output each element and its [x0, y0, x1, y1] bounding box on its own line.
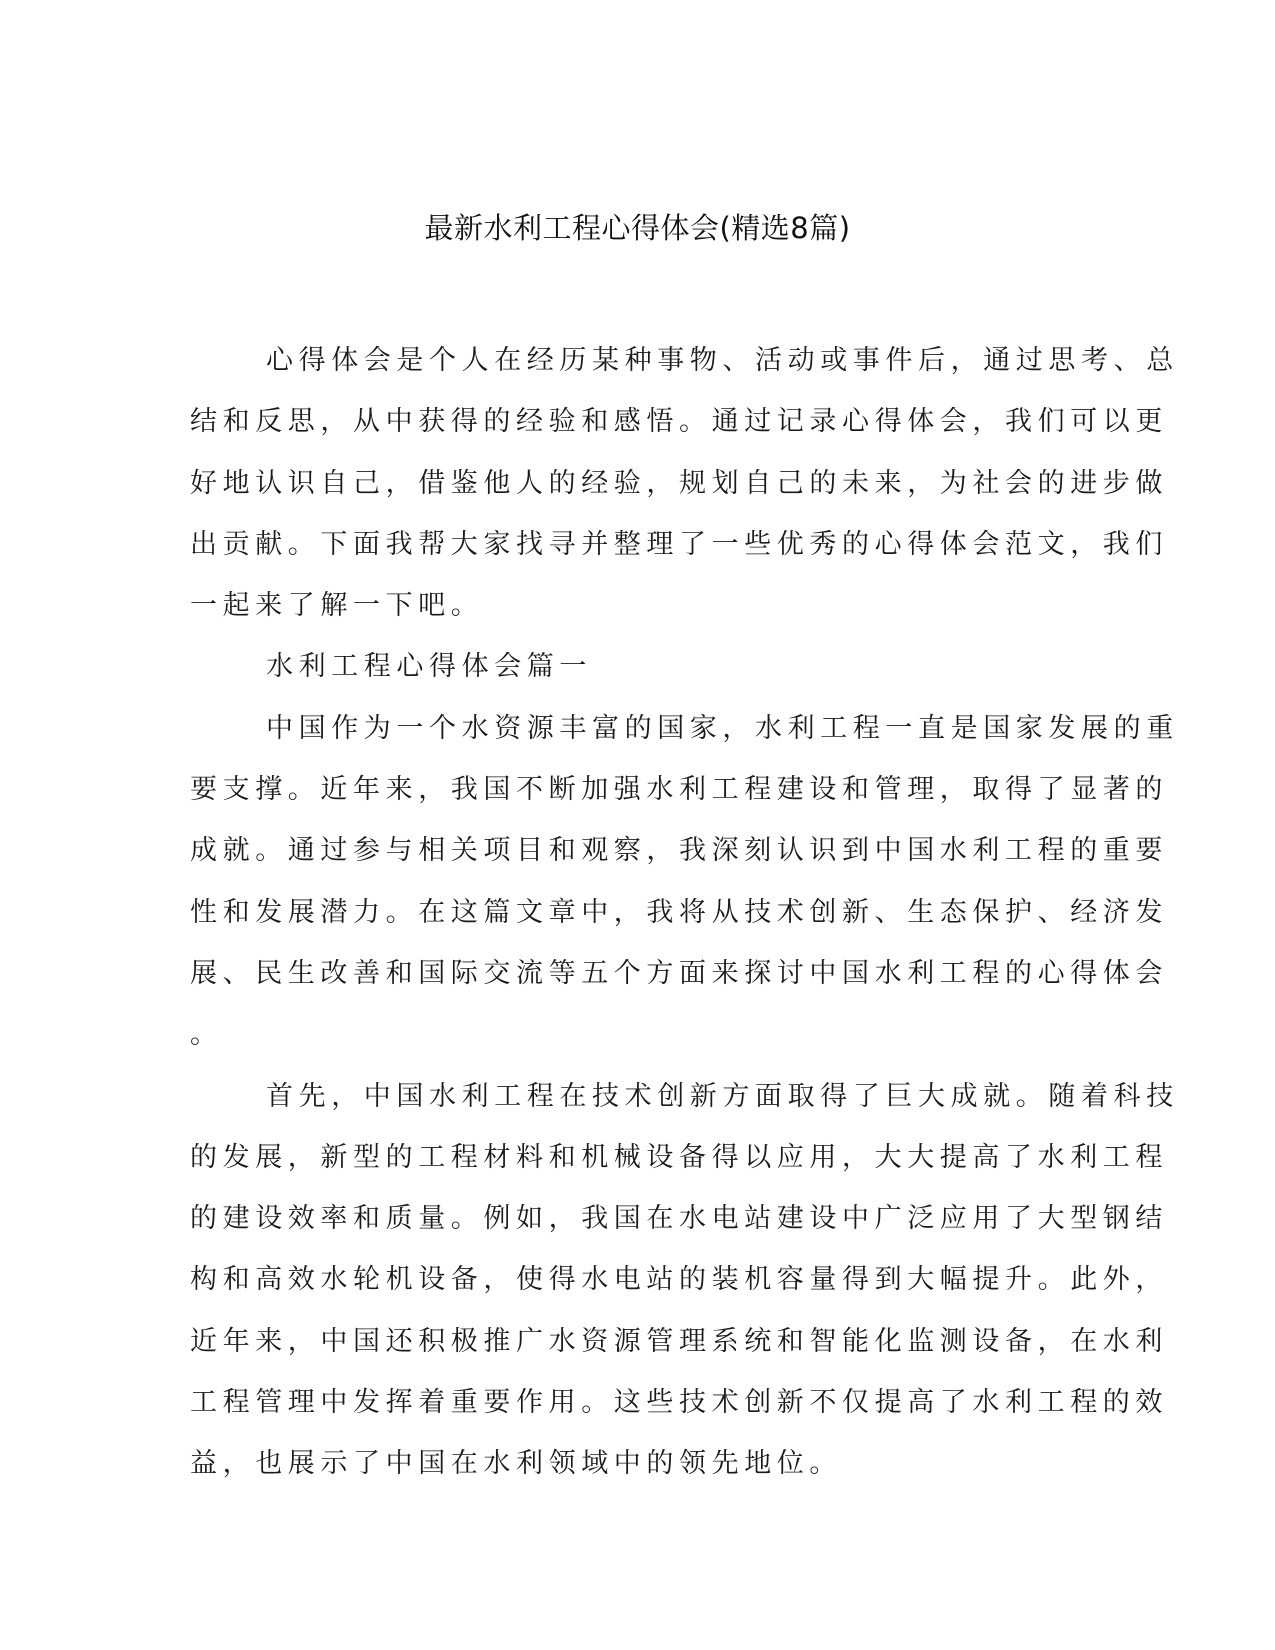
paragraph-line: 结和反思，从中获得的经验和感悟。通过记录心得体会，我们可以更 [190, 406, 1168, 438]
paragraph-line: 近年来，中国还积极推广水资源管理系统和智能化监测设备，在水利 [190, 1325, 1168, 1357]
paragraph-line: 益，也展示了中国在水利领域中的领先地位。 [190, 1448, 842, 1480]
paragraph-line: 心得体会是个人在经历某种事物、活动或事件后，通过思考、总 [266, 345, 1179, 376]
paragraph-line: 工程管理中发挥着重要作用。这些技术创新不仅提高了水利工程的效 [190, 1387, 1168, 1419]
paragraph-line: 一起来了解一下吧。 [190, 590, 484, 622]
paragraph-line: 构和高效水轮机设备，使得水电站的装机容量得到大幅提升。此外， [190, 1264, 1168, 1296]
paragraph-line: 中国作为一个水资源丰富的国家，水利工程一直是国家发展的重 [266, 712, 1179, 744]
paragraph-line: 的发展，新型的工程材料和机械设备得以应用，大大提高了水利工程 [190, 1141, 1168, 1173]
paragraph-line: 要支撑。近年来，我国不断加强水利工程建设和管理，取得了显著的 [190, 774, 1168, 806]
paragraph-line: 成就。通过参与相关项目和观察，我深刻认识到中国水利工程的重要 [190, 835, 1168, 867]
paragraph-line: 展、民生改善和国际交流等五个方面来探讨中国水利工程的心得体会 [190, 957, 1168, 989]
paragraph-line: 首先，中国水利工程在技术创新方面取得了巨大成就。随着科技 [266, 1080, 1179, 1112]
section-heading: 水利工程心得体会篇一 [266, 651, 592, 683]
document-title: 最新水利工程心得体会(精选8篇) [424, 211, 851, 245]
document-body [190, 330, 1179, 1495]
paragraph-line: 的建设效率和质量。例如，我国在水电站建设中广泛应用了大型钢结 [190, 1203, 1168, 1235]
paragraph-line: 性和发展潜力。在这篇文章中，我将从技术创新、生态保护、经济发 [190, 896, 1168, 928]
paragraph-line: 出贡献。下面我帮大家找寻并整理了一些优秀的心得体会范文，我们 [190, 528, 1168, 560]
paragraph-line: 。 [190, 1019, 223, 1051]
paragraph-line: 好地认识自己，借鉴他人的经验，规划自己的未来，为社会的进步做 [190, 467, 1168, 499]
